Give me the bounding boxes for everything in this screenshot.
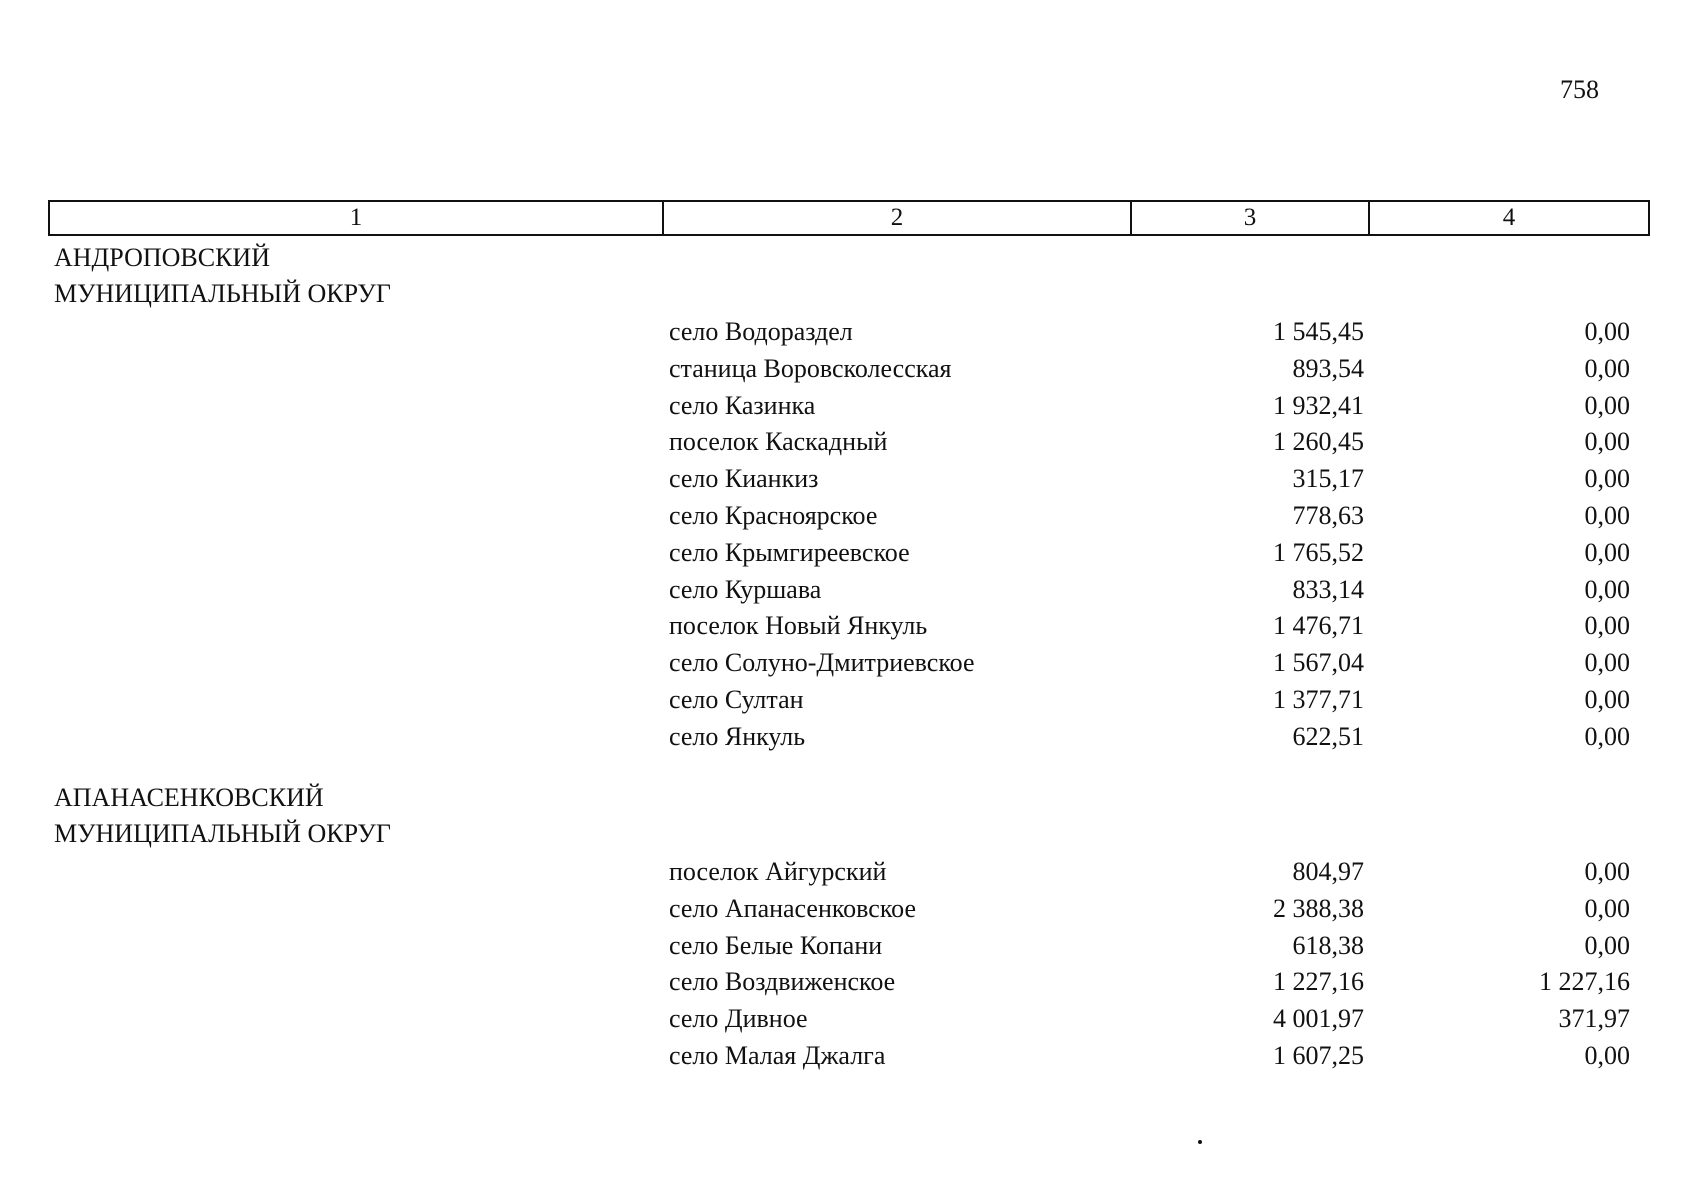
value-col4: 0,00 <box>1584 1040 1630 1070</box>
settlement-name: село Водораздел <box>669 317 853 346</box>
settlement-name: село Казинка <box>669 390 816 420</box>
district-title-line: АНДРОПОВСКИЙ <box>54 243 270 272</box>
district-title-line: МУНИЦИПАЛЬНЫЙ ОКРУГ <box>54 279 391 308</box>
settlement-list <box>0 314 1696 756</box>
value-col4: 0,00 <box>1584 611 1630 641</box>
district-title-line: АПАНАСЕНКОВСКИЙ <box>54 783 324 812</box>
value-col3: 1 476,71 <box>1273 611 1364 641</box>
value-col3: 1 567,04 <box>1273 648 1364 678</box>
table-row <box>0 928 1696 965</box>
column-header-3: 3 <box>1132 202 1370 234</box>
value-col4: 0,00 <box>1584 500 1630 530</box>
value-col3: 618,38 <box>1292 930 1364 960</box>
table-row <box>0 891 1696 928</box>
scan-speck <box>1198 1140 1202 1144</box>
settlement-list <box>0 854 1696 1075</box>
settlement-name: село Янкуль <box>669 721 806 751</box>
settlement-name: село Султан <box>669 684 804 714</box>
table-row <box>0 645 1696 682</box>
column-header-2: 2 <box>664 202 1132 234</box>
value-col4: 0,00 <box>1584 574 1630 604</box>
value-col4: 1 227,16 <box>1539 967 1630 997</box>
table-row <box>0 719 1696 756</box>
table-row <box>0 314 1696 351</box>
settlement-name: село Красноярское <box>669 500 878 530</box>
value-col3: 804,97 <box>1292 857 1364 886</box>
value-col4: 0,00 <box>1584 648 1630 678</box>
table-row <box>0 461 1696 498</box>
value-col3: 2 388,38 <box>1273 893 1364 923</box>
value-col4: 0,00 <box>1584 537 1630 567</box>
table-row <box>0 388 1696 425</box>
value-col3: 833,14 <box>1292 574 1364 604</box>
value-col4: 0,00 <box>1584 464 1630 494</box>
value-col3: 1 932,41 <box>1273 390 1364 420</box>
settlement-name: село Куршава <box>669 574 822 604</box>
value-col3: 778,63 <box>1292 500 1364 530</box>
settlement-name: село Крымгиреевское <box>669 537 910 567</box>
table-row <box>0 682 1696 719</box>
table-row <box>0 608 1696 645</box>
page-number: 758 <box>1560 75 1599 104</box>
table-row <box>0 424 1696 461</box>
district-title-line: МУНИЦИПАЛЬНЫЙ ОКРУГ <box>54 819 391 848</box>
value-col4: 0,00 <box>1584 684 1630 714</box>
value-col4: 0,00 <box>1584 390 1630 420</box>
settlement-name: поселок Айгурский <box>669 857 887 886</box>
value-col4: 0,00 <box>1584 427 1630 457</box>
column-header-1: 1 <box>50 202 664 234</box>
value-col3: 1 765,52 <box>1273 537 1364 567</box>
value-col4: 0,00 <box>1584 317 1630 346</box>
settlement-name: село Солуно-Дмитриевское <box>669 648 975 678</box>
value-col3: 1 607,25 <box>1273 1040 1364 1070</box>
value-col3: 315,17 <box>1292 464 1364 494</box>
value-col4: 0,00 <box>1584 353 1630 383</box>
value-col3: 893,54 <box>1292 353 1364 383</box>
settlement-name: село Белые Копани <box>669 930 883 960</box>
value-col4: 0,00 <box>1584 721 1630 751</box>
value-col3: 4 001,97 <box>1273 1004 1364 1034</box>
settlement-name: село Апанасенковское <box>669 893 917 923</box>
settlement-name: село Малая Джалга <box>669 1040 886 1070</box>
table-row <box>0 1001 1696 1038</box>
table-row <box>0 964 1696 1001</box>
table-row <box>0 572 1696 609</box>
settlement-name: поселок Каскадный <box>669 427 888 457</box>
value-col4: 0,00 <box>1584 857 1630 886</box>
table-row <box>0 351 1696 388</box>
value-col4: 0,00 <box>1584 930 1630 960</box>
table-row <box>0 1038 1696 1075</box>
table-row <box>0 498 1696 535</box>
district-title <box>54 240 391 312</box>
value-col4: 0,00 <box>1584 893 1630 923</box>
value-col3: 622,51 <box>1292 721 1364 751</box>
value-col3: 1 377,71 <box>1273 684 1364 714</box>
settlement-name: село Кианкиз <box>669 464 819 494</box>
value-col3: 1 227,16 <box>1273 967 1364 997</box>
district-title <box>54 780 391 852</box>
settlement-name: поселок Новый Янкуль <box>669 611 928 641</box>
value-col4: 371,97 <box>1558 1004 1630 1034</box>
settlement-name: село Воздвиженское <box>669 967 896 997</box>
settlement-name: станица Воровсколесская <box>669 353 952 383</box>
value-col3: 1 260,45 <box>1273 427 1364 457</box>
value-col3: 1 545,45 <box>1273 317 1364 346</box>
table-header <box>48 200 1650 236</box>
table-row <box>0 535 1696 572</box>
settlement-name: село Дивное <box>669 1004 808 1034</box>
column-header-4: 4 <box>1502 204 1516 231</box>
table-row <box>0 854 1696 891</box>
